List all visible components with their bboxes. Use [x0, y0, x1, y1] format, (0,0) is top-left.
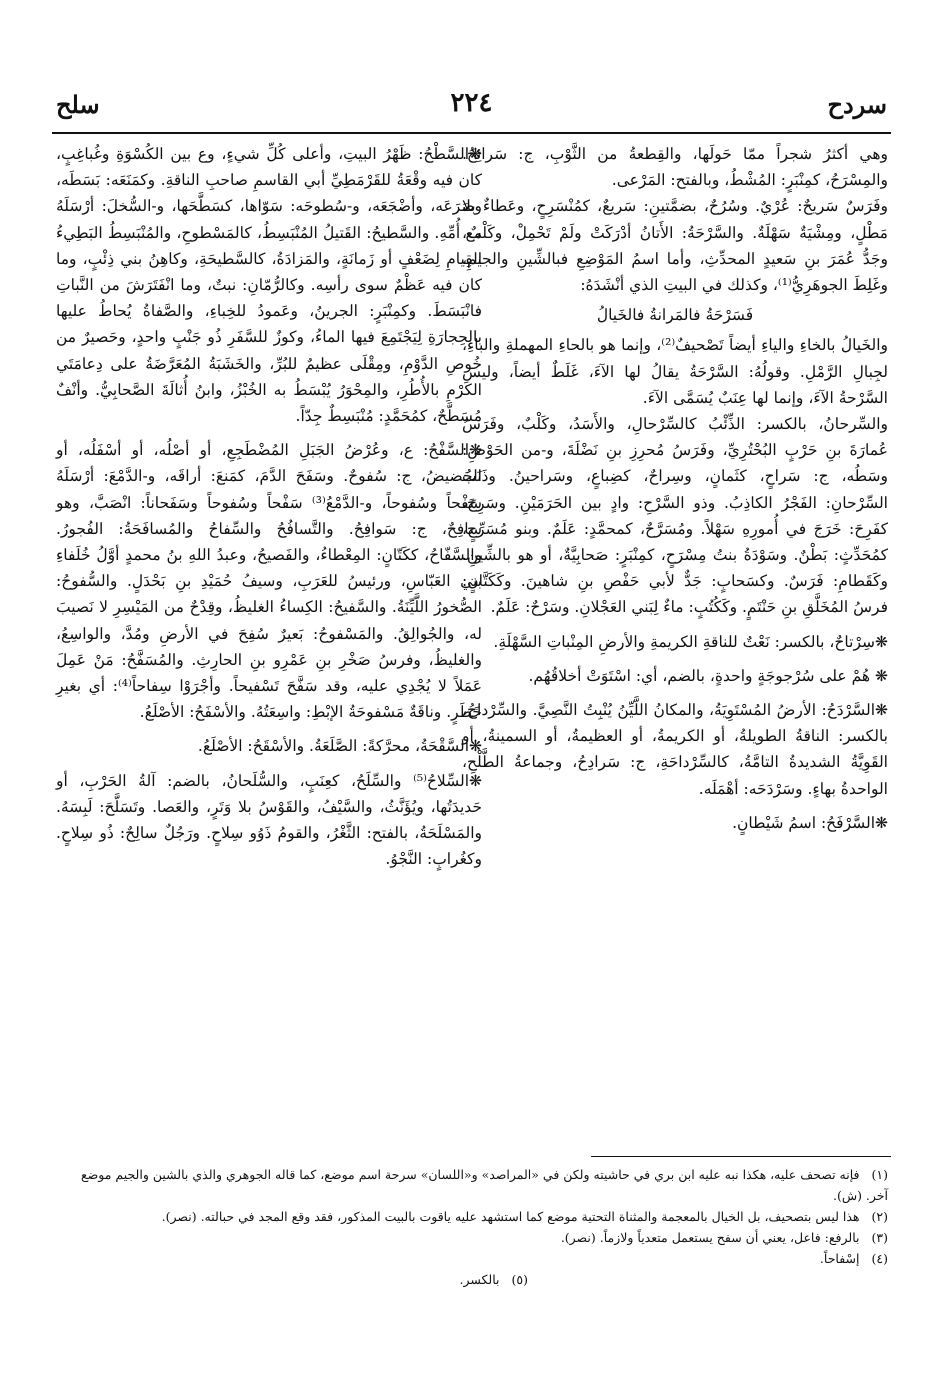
entry-paragraph: ❋السَّفْحُ: ع، وعُرْضُ الجَبَلِ المُضْطَجِعِ، أو أصْلُه، أو أسْفَلُه، أو الحَضيضُ، ج: سُفوحٌ. وسَفَحَ الدَّمَ، كمَنعَ: أراقَه، و-الدَّمْعَ: أرْسَلَهُ سَفْحاً وسُفوحاً، و-الدَّمْعُ⁽³⁾ سَفْحاً وسُفوحاً وسَفَحاناً: انْصَبَّ، وهو سافِحٌ، ج: سَوافِحُ. والتَّسافُحُ والسِّفاحُ والمُسافَحَةُ: الفُجورُ. والسَّفّاحُ، ككَتّانٍ: المِعْطاءُ، والفَصيحُ، وعبدُ اللهِ بنُ محمدٍ أوَّلُ خُلَفاءِ بني العَبّاسِ، ورئيسُ للعَرَبِ، وسيفُ حُمَيْدِ بنِ بَحْدَلٍ. والسُّفوحُ: الصُّخورُ اللَّيِّنَةُ. والسَّفيحُ: الكِساءُ الغليظُ، وقِدْحٌ من المَيْسِرِ لا نَصيبَ له، والجُوالِقُ. والمَسْفوحُ: بَعيرٌ سُفِحَ في الأرضِ ومُدَّ، والواسِعُ، والغليظُ، وفرسُ صَخْرِ بنِ عَمْرِو بنِ الحارِثِ. والمُسَفَّحُ: مَنْ عَمِلَ عَمَلاً لا يُجْدِي عليه، وقد سَفَّحَ تَسْفيحاً. وأجْرَوْا سِفاحاً⁽⁴⁾: أي بغيرِ خَطَرٍ. وناقَةٌ مَسْفوحَةُ الإبْطِ: واسِعَتُهُ. والأسْفَحُ: الأصْلَعُ. [56, 441, 483, 722]
footnote-item [56, 1269, 888, 1290]
entry-paragraph: والخَيالُ بالخاءِ والياءِ أيضاً تَصْحيفٌ⁽²⁾، وإنما هو بالحاءِ المهملةِ والباءِ، لجِبالِ الرَّمْلِ. وقولُهُ: السَّرْحَةُ يقالُ لها الآءَ، غَلَطٌ أيضاً، وليس السَّرْحةُ الآءَ، وإنما لها عِنَبٌ يُسَمَّى الآءَ. [462, 336, 888, 407]
entry-paragraph: ❋السَّرْدَحُ: الأرضُ المُسْتَوِيَةُ، والمكانُ اللَّيِّنُ يُنْبِتُ النَّصِيَّ. والسِّرْداحُ، بالكسر: الناقةُ الطويلةُ، أو الكريمةُ، أو العظيمةُ، أو السمينةُ، أو القَوِيَّةُ الشديدةُ التامَّةُ، كالسِّرْداحَةِ، ج: سَرادِحُ، وجماعةُ الطَّلْحِ، الواحدةُ بهاءٍ. وسَرْدَحَه: أهْمَلَه. [462, 701, 888, 798]
footnote-number: (٣) [871, 1230, 888, 1245]
footnote-number: (٥) [511, 1272, 528, 1287]
entry-paragraph: وفَرَسٌ سَريحٌ: عُرْيٌ. وسُرُحٌ، بضمَّتينِ: سَريعٌ، كمُنْسَرِحٍ، وعَطاءٌ بلا مَطْلٍ، ومِشْيَةٌ سَهْلَةٌ. والسَّرْحَةُ: الأَتانُ أدْرَكَتْ ولَمْ تَحْمِلْ، وكَلْبٌ، وجَدُّ عُمَرَ بنِ سَعيدٍ المحدِّثِ، وأما اسمُ المَوْضِعِ فبالشِّينِ والجيمِ، وغَلِطَ الجوهَرِيُّ⁽¹⁾، وكذلك في البيتِ الذي أنْشَدَهُ: [462, 197, 888, 295]
entry-paragraph: ❋السَّقْحَةُ، محرَّكةً: الصَّلَعَةُ. والأسْقَحُ: الأصْلَعُ. [197, 737, 482, 756]
header-rule [52, 132, 891, 134]
footnote-number: (٢) [871, 1209, 888, 1224]
footnote-text: إسْفاحاً. [819, 1251, 860, 1266]
entry-paragraph: والسِّرحانُ، بالكسر: الذِّئْبُ كالسِّرْحالِ، والأَسَدُ، وكَلْبٌ، وفَرَسُ عُمارَةَ بنِ حَرْبٍ البُحْتُرِيِّ، وفَرَسُ مُحرِزِ بنِ نَضْلَةَ، و-من الحَوْضِ: وسَطُه، ج: سَراحٍ، كثَمانٍ، وسِراحٌ، كضِباعٍ، وسَراحينُ. وذَنَبُ السِّرْحانِ: الفَجْرُ الكاذِبُ. وذو السَّرْحِ: وادٍ بين الحَرَمَيْنِ. وسَرِحَ، كفَرِحَ: خَرَجَ في أُمورِهِ سَهْلاً. ومُسَرَّحٌ، كمحمَّدٍ: عَلَمٌ. وبنو مُسَرِّحٍ، كمُحَدِّثٍ: بَطْنٌ. وسَوْدَةُ بنتُ مِسْرَحٍ، كمِنْبَرٍ: صَحابِيَّةٌ، أو هو بالشِّينِ. وكَقَطامِ: فَرَسٌ. وكسَحابٍ: جَدٌّ لأبي حَفْصِ بنِ شاهينَ. وكَكَتَّانٍ: فرسُ المُخَلَّقِ بنِ حَنْتَمٍ. وكَكُتُبٍ: ماءٌ لِبَني العَجْلانِ. وسَرْحٌ: عَلَمٌ. [462, 415, 888, 617]
entry-paragraph: وهي أكثرُ شجراً ممّا حَولَها، والقِطعةُ من الثَّوْبِ، ج: سَرائِحُ. والمِسْرَحُ، كمِنْبَرٍ: المُشْطُ، وبالفتح: المَرْعى. [462, 145, 888, 190]
footnote-number: (١) [871, 1167, 888, 1182]
footnote-text: هذا ليس بتصحيف، بل الخيال بالمعجمة والمثناة التحتية موضع كما استشهد عليه ياقوت بالبيت المذكور، فقد وقع المجد في حبالته. (نصر). [161, 1209, 860, 1224]
footnote-text: فإنه تصحف عليه، هكذا نبه عليه ابن بري في حاشيته ولكن في «المراصد» و«اللسان» سرحة اسم موضع، كما قاله الجوهري والذي بالشين والجيم موضع آخر. (ش). [81, 1167, 888, 1203]
entry-paragraph: ❋السِّلاحُ⁽⁵⁾ والسِّلَحُ، كعِنَبٍ، والسُّلَحانُ، بالضم: آلةُ الحَرْبِ، أو حَديدَتُها، ويُؤَنَّثُ، والسَّيْفُ، والقَوْسُ بلا وَتَرٍ، والعَصا. وتَسَلَّحَ: لَبِسَهُ. والمَسْلَحَةُ، بالفتح: الثَّغْرُ، والقومُ ذَوُو سِلاحٍ. ورَجُلٌ سالِحٌ: ذُو سِلاحٍ. وكغُرابٍ: النَّجْوُ. [56, 771, 482, 869]
entry-paragraph: ❋السَّطْحُ: ظَهْرُ البيتِ، وأعلى كُلِّ شيءٍ، وع بين الكُسْوَةِ وغُباغِبٍ، كان فيه وقْعَةُ للقَرْمَطِيِّ أبي القاسمِ صاحبِ الناقةِ. وكمَنَعَه: بَسَطَه، وصَرَعَه، وأضْجَعَه، و-سُطوحَه: سَوّاها، كسَطَّحَها، و-السُّخلَ: أرْسَلَهُ مع أُمِّهِ. والسَّطيحُ: القَتيلُ المُنْبَسِطُ، كالمَسْطوحِ، والمُنْبَسِطُ البَطِيءُ القِيامِ لِضَعْفٍ أو زَمانَةٍ، والمَزادَةُ، كالسَّطيحَةِ، وكاهِنُ بني ذِئْبٍ، وما كان فيه عَظْمٌ سوى رأسِه. وكالرُّمّانِ: نبتٌ، وما انْفَتَرَشَ من النَّباتِ فانْبَسَطَ. وكمِنْبَرٍ: الجرينُ، وعَمودُ للخِباءِ، والصَّفاةُ يُحاطُ عليها بالحِجارَةِ لِيَجْتَمِعَ فيها الماءُ، وكوزٌ للسَّفَرِ ذُو جَنْبٍ واحدٍ، وحَصيرٌ من خُوصِ الدَّوْمِ، ومِقْلَى عظيمٌ للبُرِّ، والخَشَبَةُ المُعَرَّضَةُ على دِعامَتَي الكَرْمِ بالأُطُرِ، والمِحْوَرُ يُبْسَطُ به الخُبْزُ، وابنُ أُثالَةَ الصَّحابِيُّ. وأنْفٌ مُسَطَّحٌ، كمُحَمَّدٍ: مُنْبَسِطٌ جِدّاً. [56, 145, 482, 426]
footnote-text: بالرفع: فاعل، يعني أن سفح يستعمل متعدياً ولازماً. (نصر). [560, 1230, 860, 1245]
footnote-text: بالكسر. [459, 1272, 500, 1287]
footnote-rule [591, 1156, 891, 1157]
footnote-item [56, 1206, 888, 1227]
footnote-item [56, 1227, 888, 1248]
footnote-item [56, 1248, 888, 1269]
footnotes [56, 1164, 888, 1290]
footnote-item [56, 1164, 888, 1206]
entry-paragraph: ❋ هُمْ على سُرْجوجَةٍ واحدةٍ، بالضم، أي: اسْتَوَتْ أخلاقُهُم. [528, 666, 888, 685]
entry-paragraph: ❋سِرْتاحٌ، بالكسر: نَعْتٌ للناقةِ الكريمةِ والأرضِ المِنْباتِ السَّهْلَةِ. [493, 632, 888, 651]
footnote-number: (٤) [871, 1251, 888, 1266]
right-column [462, 141, 888, 836]
entry-paragraph: ❋السَّرْفَحُ: اسمُ شَيْطانٍ. [732, 813, 888, 832]
page-number: ٢٢٤ [450, 88, 493, 118]
header-root-right: سردح [827, 90, 887, 119]
page-header [56, 86, 887, 130]
header-root-left: سلح [56, 90, 100, 119]
left-column [56, 141, 482, 872]
poetry-verse: فَسَرْحَةُ فالمَرانةُ فالخَيالُ [596, 306, 754, 325]
